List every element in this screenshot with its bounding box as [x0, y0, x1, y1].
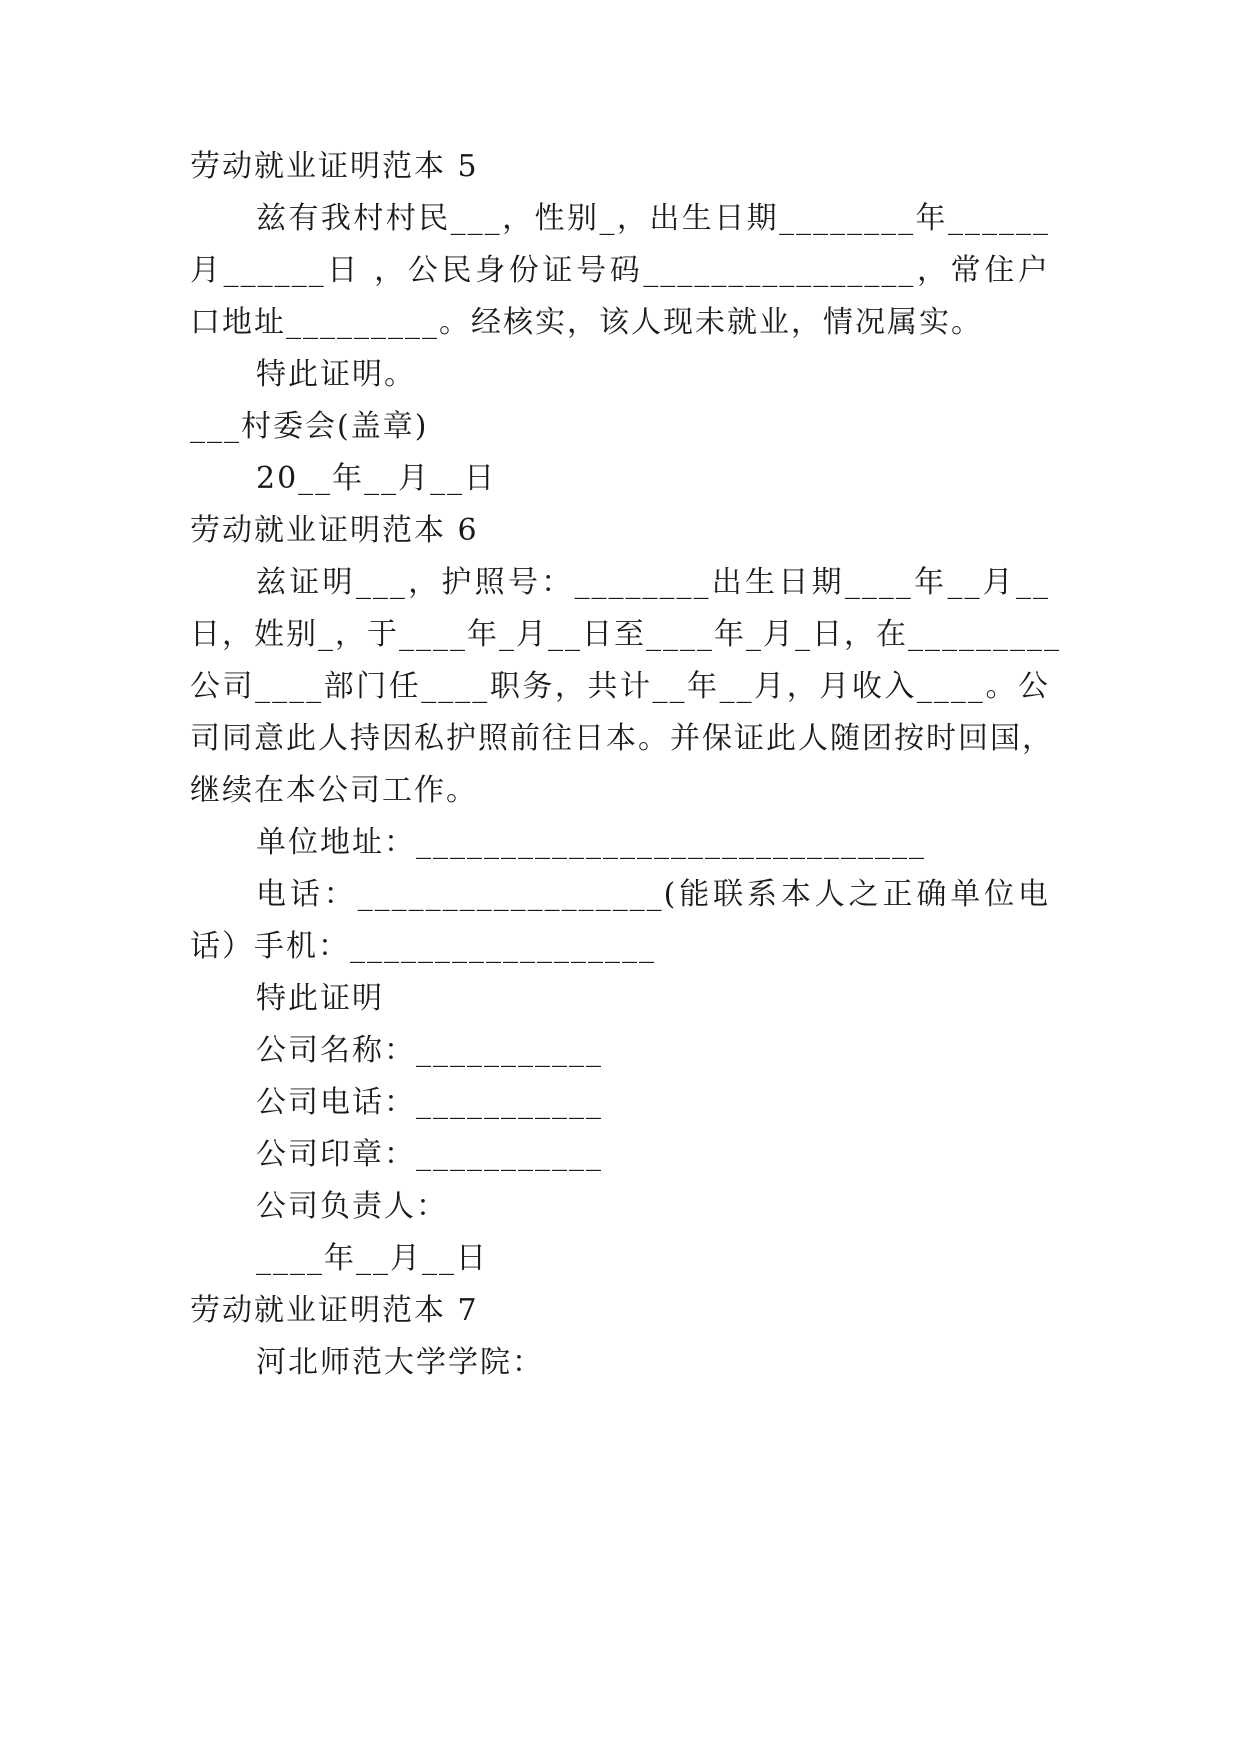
section-6-paragraph-line-1: 兹证明___，护照号：________出生日期____年__月__	[256, 565, 1050, 600]
section-6-paragraph-line-2: 日，姓别_，于____年_月__日至____年_月_日，在_________	[190, 617, 1061, 652]
section-5-closing: 特此证明。	[256, 357, 416, 392]
section-6-title: 劳动就业证明范本 6	[190, 513, 479, 548]
company-head-line: 公司负责人：	[256, 1189, 448, 1224]
section-6-paragraph-line-5: 继续在本公司工作。	[190, 773, 478, 808]
section-5-title: 劳动就业证明范本 5	[190, 149, 479, 184]
company-seal-line: 公司印章：___________	[256, 1137, 603, 1172]
section-5-paragraph-line-3: 口地址_________。经核实，该人现未就业，情况属实。	[190, 305, 983, 340]
phone-line-1: 电话：__________________(能联系本人之正确单位电	[256, 877, 1050, 912]
section-6-date: ____年__月__日	[256, 1241, 488, 1276]
section-7-addressee: 河北师范大学学院：	[256, 1345, 544, 1380]
company-name-line: 公司名称：___________	[256, 1033, 603, 1068]
section-7-title: 劳动就业证明范本 7	[190, 1293, 479, 1328]
company-phone-line: 公司电话：___________	[256, 1085, 603, 1120]
section-6-paragraph-line-3: 公司____部门任____职务，共计__年__月，月收入____。公	[190, 669, 1050, 704]
section-5-signer: ___村委会(盖章)	[190, 409, 429, 444]
phone-line-2: 话）手机：__________________	[190, 929, 656, 964]
section-5-paragraph-line-2: 月______日 ，公民身份证号码________________，常住户	[190, 253, 1050, 288]
unit-address-line: 单位地址：______________________________	[256, 825, 926, 860]
section-5-date: 20__年__月__日	[256, 461, 497, 496]
section-6-paragraph-line-4: 司同意此人持因私护照前往日本。并保证此人随团按时回国，	[190, 721, 1054, 756]
section-6-closing: 特此证明	[256, 981, 384, 1016]
section-5-paragraph-line-1: 兹有我村村民___，性别_，出生日期________年______	[256, 201, 1050, 236]
